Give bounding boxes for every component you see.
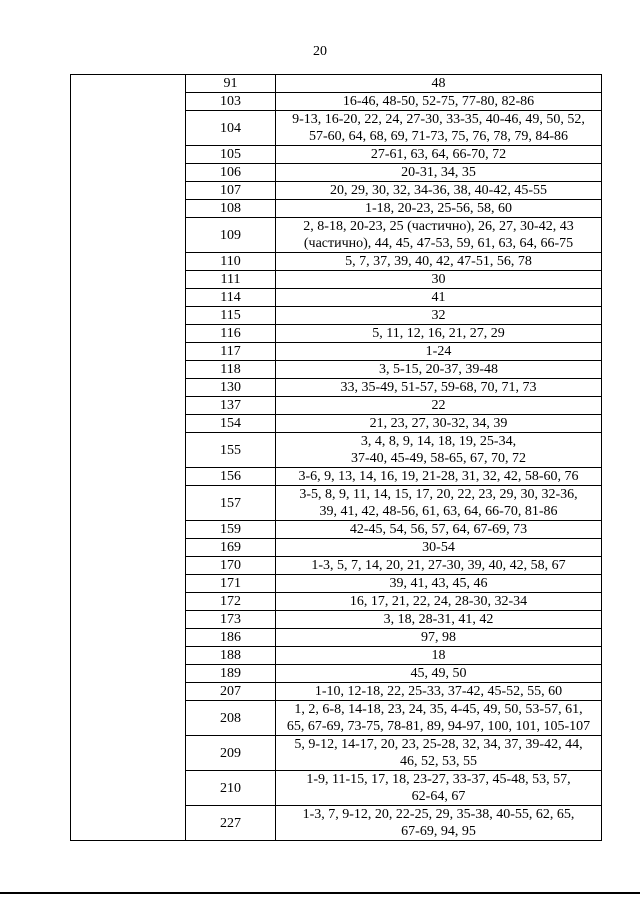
plots-line: 42-45, 54, 56, 57, 64, 67-69, 73 — [349, 522, 528, 537]
plots-line: 1-3, 5, 7, 14, 20, 21, 27-30, 39, 40, 42, 58, 67 — [311, 558, 566, 573]
row-number-cell: 172 — [186, 593, 276, 611]
row-number-cell: 157 — [186, 486, 276, 521]
row-number-cell: 107 — [186, 182, 276, 200]
plots-cell — [276, 361, 602, 379]
plots-line: 30 — [431, 272, 446, 287]
table-body — [71, 75, 602, 841]
row-number-cell: 110 — [186, 253, 276, 271]
plots-line: 18 — [431, 648, 446, 663]
row-number-cell: 117 — [186, 343, 276, 361]
plots-line: 97, 98 — [421, 630, 456, 645]
plots-cell — [276, 557, 602, 575]
plots-cell — [276, 806, 602, 841]
plots-cell — [276, 665, 602, 683]
plots-line: 62-64, 67 — [411, 789, 466, 804]
plots-cell — [276, 521, 602, 539]
row-number-cell: 115 — [186, 307, 276, 325]
row-number-cell: 173 — [186, 611, 276, 629]
plots-line: 1-18, 20-23, 25-56, 58, 60 — [365, 201, 512, 216]
row-number-cell: 108 — [186, 200, 276, 218]
plots-line: (частично), 44, 45, 47-53, 59, 61, 63, 64, 66-75 — [303, 236, 574, 251]
plots-line: 32 — [431, 308, 446, 323]
row-number-cell: 118 — [186, 361, 276, 379]
plots-line: 27-61, 63, 64, 66-70, 72 — [370, 147, 507, 162]
row-number-cell: 109 — [186, 218, 276, 253]
plots-line: 48 — [431, 76, 446, 91]
plots-line: 1-9, 11-15, 17, 18, 23-27, 33-37, 45-48, 53, 57, — [306, 772, 571, 787]
page-number: 20 — [313, 44, 327, 59]
plots-line: 1-10, 12-18, 22, 25-33, 37-42, 45-52, 55, 60 — [314, 684, 563, 699]
row-number-cell: 130 — [186, 379, 276, 397]
plots-line: 3, 18, 28-31, 41, 42 — [383, 612, 494, 627]
plots-cell — [276, 611, 602, 629]
plots-line: 3-6, 9, 13, 14, 16, 19, 21-28, 31, 32, 42, 58-60, 76 — [298, 469, 579, 484]
plots-line: 3, 4, 8, 9, 14, 18, 19, 25-34, — [360, 434, 517, 449]
plots-cell — [276, 93, 602, 111]
plots-line: 16-46, 48-50, 52-75, 77-80, 82-86 — [342, 94, 535, 109]
plots-cell — [276, 736, 602, 771]
plots-line: 1, 2, 6-8, 14-18, 23, 24, 35, 4-45, 49, 50, 53-57, 61, — [294, 702, 583, 717]
plots-cell — [276, 271, 602, 289]
plots-cell — [276, 218, 602, 253]
plots-line: 41 — [431, 290, 446, 305]
plots-cell — [276, 701, 602, 736]
plots-cell — [276, 253, 602, 271]
plots-cell — [276, 433, 602, 468]
row-number-cell: 111 — [186, 271, 276, 289]
plots-line: 3, 5-15, 20-37, 39-48 — [379, 362, 498, 377]
plots-cell — [276, 771, 602, 806]
territory-table — [70, 74, 602, 841]
row-number-cell: 154 — [186, 415, 276, 433]
row-number-cell: 209 — [186, 736, 276, 771]
plots-line: 30-54 — [422, 540, 455, 555]
plots-line: 20-31, 34, 35 — [401, 165, 476, 180]
plots-line: 16, 17, 21, 22, 24, 28-30, 32-34 — [349, 594, 528, 609]
plots-cell — [276, 289, 602, 307]
plots-cell — [276, 75, 602, 93]
plots-cell — [276, 575, 602, 593]
row-number-cell: 114 — [186, 289, 276, 307]
plots-line: 21, 23, 27, 30-32, 34, 39 — [369, 416, 508, 431]
plots-cell — [276, 486, 602, 521]
plots-line: 5, 11, 12, 16, 21, 27, 29 — [372, 326, 505, 341]
row-number-cell: 137 — [186, 397, 276, 415]
plots-line: 65, 67-69, 73-75, 78-81, 89, 94-97, 100, 101, 105-107 — [286, 719, 591, 734]
row-number-cell: 106 — [186, 164, 276, 182]
row-number-cell: 159 — [186, 521, 276, 539]
plots-cell — [276, 200, 602, 218]
row-number-cell: 207 — [186, 683, 276, 701]
row-number-cell: 210 — [186, 771, 276, 806]
plots-line: 67-69, 94, 95 — [401, 824, 476, 839]
plots-cell — [276, 415, 602, 433]
row-number-cell: 116 — [186, 325, 276, 343]
plots-line: 33, 35-49, 51-57, 59-68, 70, 71, 73 — [340, 380, 537, 395]
row-number-cell: 227 — [186, 806, 276, 841]
plots-line: 3-5, 8, 9, 11, 14, 15, 17, 20, 22, 23, 29, 30, 32-36, — [299, 487, 578, 502]
plots-line: 2, 8-18, 20-23, 25 (частично), 26, 27, 30-42, 43 — [303, 219, 574, 234]
plots-line: 57-60, 64, 68, 69, 71-73, 75, 76, 78, 79, 84-86 — [309, 129, 568, 144]
row-number-cell: 208 — [186, 701, 276, 736]
plots-line: 5, 9-12, 14-17, 20, 23, 25-28, 32, 34, 37, 39-42, 44, — [294, 737, 583, 752]
plots-line: 9-13, 16-20, 22, 24, 27-30, 33-35, 40-46, 49, 50, 52, — [292, 112, 585, 127]
plots-cell — [276, 647, 602, 665]
row-number-cell: 104 — [186, 111, 276, 146]
plots-line: 37-40, 45-49, 58-65, 67, 70, 72 — [351, 451, 526, 466]
plots-cell — [276, 182, 602, 200]
plots-line: 20, 29, 30, 32, 34-36, 38, 40-42, 45-55 — [330, 183, 547, 198]
row-number-cell: 170 — [186, 557, 276, 575]
plots-cell — [276, 539, 602, 557]
plots-line: 45, 49, 50 — [410, 666, 467, 681]
row-number-cell: 105 — [186, 146, 276, 164]
plots-cell — [276, 164, 602, 182]
bottom-rule — [0, 892, 640, 894]
row-number-cell: 186 — [186, 629, 276, 647]
plots-cell — [276, 629, 602, 647]
row-number-cell: 155 — [186, 433, 276, 468]
blank-column-cell — [71, 75, 186, 841]
plots-cell — [276, 397, 602, 415]
plots-line: 46, 52, 53, 55 — [400, 754, 477, 769]
plots-cell — [276, 307, 602, 325]
plots-cell — [276, 343, 602, 361]
row-number-cell: 91 — [186, 75, 276, 93]
table-row — [71, 75, 602, 93]
plots-line: 22 — [431, 398, 446, 413]
row-number-cell: 103 — [186, 93, 276, 111]
row-number-cell: 171 — [186, 575, 276, 593]
plots-cell — [276, 683, 602, 701]
row-number-cell: 188 — [186, 647, 276, 665]
plots-cell — [276, 325, 602, 343]
plots-cell — [276, 146, 602, 164]
plots-line: 1-3, 7, 9-12, 20, 22-25, 29, 35-38, 40-55, 62, 65, — [302, 807, 575, 822]
row-number-cell: 169 — [186, 539, 276, 557]
plots-cell — [276, 593, 602, 611]
plots-cell — [276, 111, 602, 146]
plots-line: 39, 41, 42, 48-56, 61, 63, 64, 66-70, 81-86 — [319, 504, 558, 519]
plots-cell — [276, 379, 602, 397]
plots-cell — [276, 468, 602, 486]
plots-line: 39, 41, 43, 45, 46 — [389, 576, 488, 591]
row-number-cell: 156 — [186, 468, 276, 486]
plots-line: 5, 7, 37, 39, 40, 42, 47-51, 56, 78 — [345, 254, 532, 269]
row-number-cell: 189 — [186, 665, 276, 683]
plots-line: 1-24 — [425, 344, 452, 359]
